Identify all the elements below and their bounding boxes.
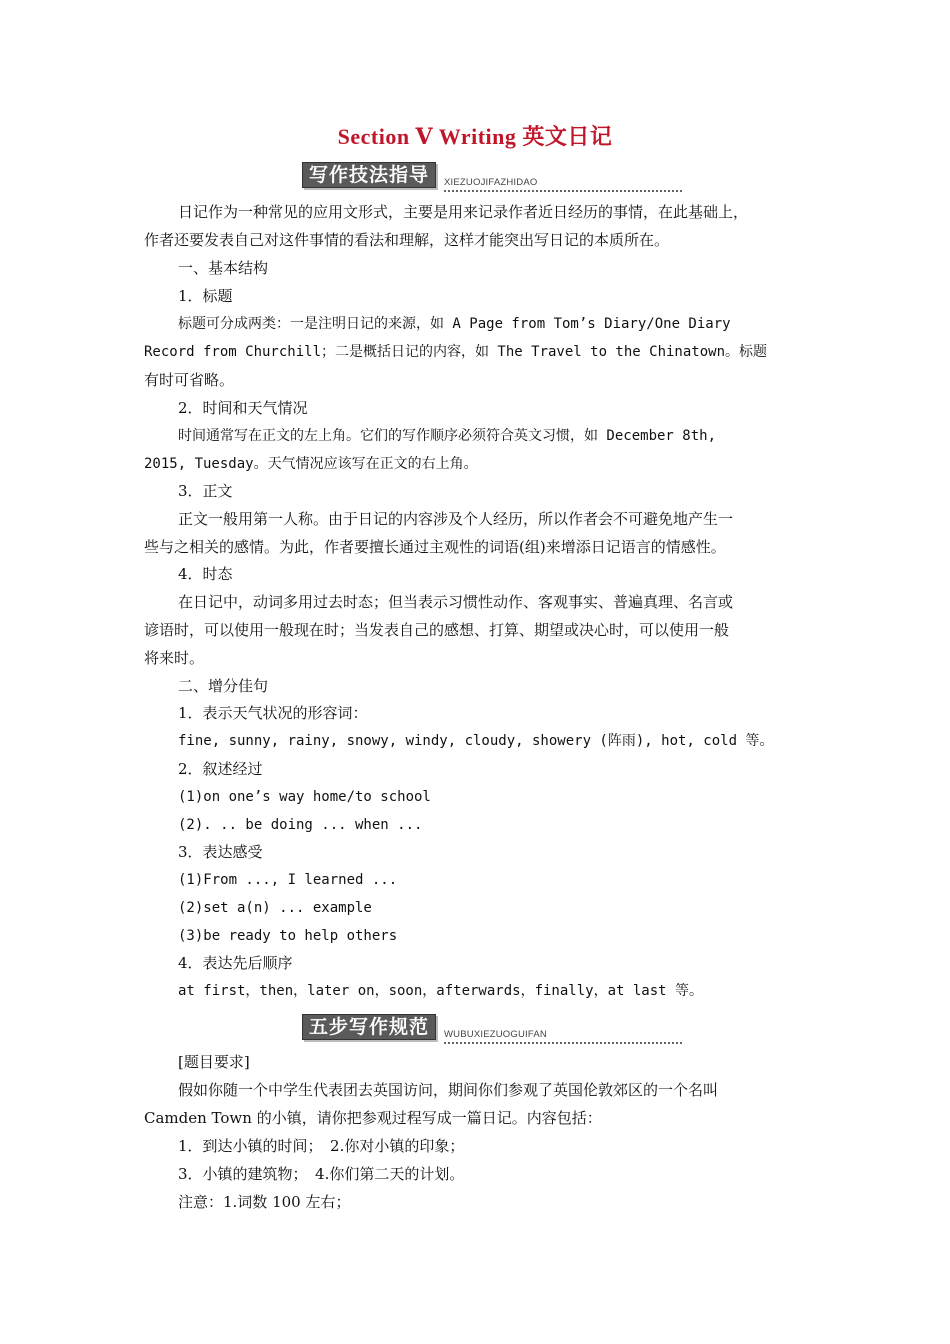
subheading-title: 1．标题 xyxy=(178,287,233,305)
banner-label: 写作技法指导 xyxy=(302,162,436,188)
subheading-narration: 2．叙述经过 xyxy=(178,760,263,778)
example-line: (1)From ..., I learned ... xyxy=(178,872,398,888)
paragraph-line: Record from Churchill；二是概括日记的内容，如 The Travel to the Chinatown。标题 xyxy=(144,344,768,360)
example-line: fine, sunny, rainy, snowy, windy, cloudy, showery (阵雨), hot, cold 等。 xyxy=(178,733,774,749)
subheading-tense: 4．时态 xyxy=(178,565,233,583)
subheading-feelings: 3．表达感受 xyxy=(178,843,263,861)
example-line: (2)set a(n) ... example xyxy=(178,900,372,916)
paragraph-line: 作者还要发表自己对这件事情的看法和理解，这样才能突出写日记的本质所在。 xyxy=(144,231,670,249)
banner-pinyin: WUBUXIEZUOGUIFAN xyxy=(444,1029,547,1040)
subheading-sequence: 4．表达先后顺序 xyxy=(178,954,293,972)
task-note: 注意：1.词数 100 左右； xyxy=(178,1193,351,1211)
example-line: (2). .. be doing ... when ... xyxy=(178,817,423,833)
task-heading: [题目要求] xyxy=(178,1053,250,1071)
banner-pinyin: XIEZUOJIFAZHIDAO xyxy=(444,177,538,188)
heading-useful-sentences: 二、增分佳句 xyxy=(178,677,269,695)
paragraph-line: 谚语时，可以使用一般现在时；当发表自己的感想、打算、期望或决心时，可以使用一般 xyxy=(144,621,730,639)
paragraph-line: 2015, Tuesday。天气情况应该写在正文的右上角。 xyxy=(144,456,478,472)
heading-basic-structure: 一、基本结构 xyxy=(178,259,269,277)
banner-dotted-rule xyxy=(444,1042,682,1044)
example-line: (1)on one’s way home/to school xyxy=(178,789,431,805)
subheading-body: 3．正文 xyxy=(178,482,233,500)
task-item: 1．到达小镇的时间； 2.你对小镇的印象； xyxy=(178,1137,465,1155)
paragraph-line: Camden Town 的小镇，请你把参观过程写成一篇日记。内容包括： xyxy=(144,1109,602,1127)
subheading-weather-adjectives: 1．表示天气状况的形容词： xyxy=(178,704,368,722)
paragraph-line: 些与之相关的感情。为此，作者要擅长通过主观性的词语(组)来增添日记语言的情感性。 xyxy=(144,538,726,556)
paragraph-line: 在日记中，动词多用过去时态；但当表示习惯性动作、客观事实、普遍真理、名言或 xyxy=(178,593,734,611)
paragraph-line: 时间通常写在正文的左上角。它们的写作顺序必须符合英文习惯，如 December 8th, xyxy=(178,428,717,444)
page-title: Section Ⅴ Writing 英文日记 xyxy=(337,124,613,149)
paragraph-line: 假如你随一个中学生代表团去英国访问，期间你们参观了英国伦敦郊区的一个名叫 xyxy=(178,1081,719,1099)
task-item: 3．小镇的建筑物； 4.你们第二天的计划。 xyxy=(178,1165,465,1183)
example-line: (3)be ready to help others xyxy=(178,928,398,944)
section-banner-five-steps xyxy=(302,1012,682,1046)
paragraph-line: 将来时。 xyxy=(144,649,205,667)
paragraph-line: 正文一般用第一人称。由于日记的内容涉及个人经历，所以作者会不可避免地产生一 xyxy=(178,510,734,528)
banner-dotted-rule xyxy=(444,190,682,192)
paragraph-line: 日记作为一种常见的应用文形式，主要是用来记录作者近日经历的事情，在此基础上， xyxy=(178,203,749,221)
subheading-time-weather: 2．时间和天气情况 xyxy=(178,399,308,417)
banner-label: 五步写作规范 xyxy=(302,1014,436,1040)
section-banner-writing-techniques xyxy=(302,160,682,194)
paragraph-line: 标题可分成两类：一是注明日记的来源，如 A Page from Tom’s Diary/One Diary xyxy=(178,316,731,332)
paragraph-line: 有时可省略。 xyxy=(144,371,235,389)
example-line: at first，then，later on，soon，afterwards，finally，at last 等。 xyxy=(178,983,704,999)
